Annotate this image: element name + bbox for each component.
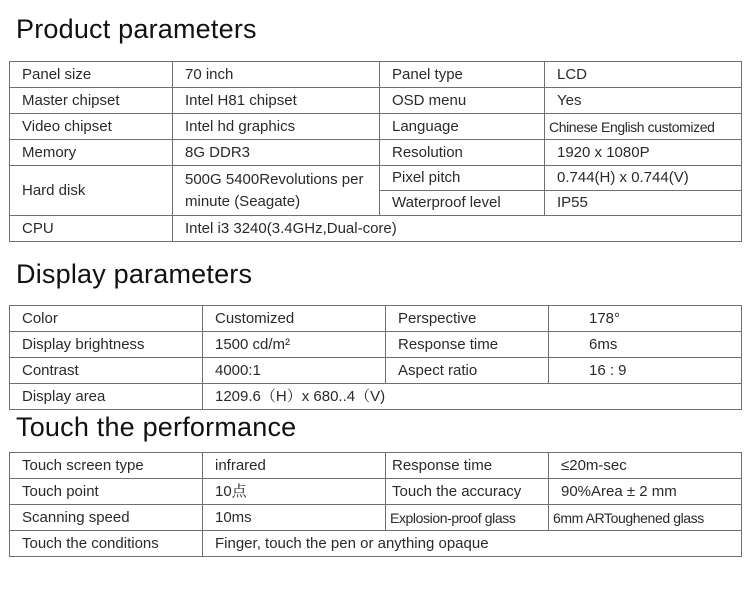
- spec-value: Intel hd graphics: [173, 114, 380, 140]
- spec-label: Language: [380, 114, 545, 140]
- spec-value: 1209.6（H）x 680..4（V): [203, 384, 742, 410]
- spec-value: ≤20m-sec: [549, 453, 742, 479]
- spec-value: 1500 cd/m²: [203, 332, 386, 358]
- spec-value: 10ms: [203, 505, 386, 531]
- spec-label: Response time: [386, 453, 549, 479]
- spec-value: infrared: [203, 453, 386, 479]
- table-row: [10, 140, 742, 166]
- table-row: [10, 453, 742, 479]
- spec-label: Color: [10, 306, 203, 332]
- table-row: [10, 88, 742, 114]
- table-row: [10, 479, 742, 505]
- spec-label: OSD menu: [380, 88, 545, 114]
- table-row: [10, 384, 742, 410]
- spec-label: Aspect ratio: [386, 358, 549, 384]
- display-parameters-heading: Display parameters: [16, 259, 253, 289]
- table-row: [10, 531, 742, 557]
- spec-value: 178°: [549, 306, 742, 332]
- spec-value: 0.744(H) x 0.744(V): [545, 166, 742, 191]
- spec-label: Touch the accuracy: [386, 479, 549, 505]
- touch-performance-table: [9, 452, 742, 557]
- spec-label: Master chipset: [10, 88, 173, 114]
- spec-value: 16 : 9: [549, 358, 742, 384]
- table-row: [10, 505, 742, 531]
- spec-value: 70 inch: [173, 62, 380, 88]
- spec-value: Yes: [545, 88, 742, 114]
- spec-value: 90%Area ± 2 mm: [549, 479, 742, 505]
- table-row: [10, 306, 742, 332]
- product-parameters-table: [9, 61, 742, 242]
- spec-label: Memory: [10, 140, 173, 166]
- spec-value: Intel i3 3240(3.4GHz,Dual-core): [173, 216, 742, 242]
- spec-value: LCD: [545, 62, 742, 88]
- spec-value: 1920 x 1080P: [545, 140, 742, 166]
- table-row: [10, 114, 742, 140]
- spec-label: Pixel pitch: [380, 166, 545, 191]
- spec-label: Panel size: [10, 62, 173, 88]
- table-row: [10, 62, 742, 88]
- spec-label: Resolution: [380, 140, 545, 166]
- spec-value: Chinese English customized: [545, 114, 742, 140]
- touch-performance-heading: Touch the performance: [16, 412, 297, 442]
- display-parameters-table: [9, 305, 742, 410]
- table-row: [10, 216, 742, 242]
- spec-value: 8G DDR3: [173, 140, 380, 166]
- spec-value: Finger, touch the pen or anything opaque: [203, 531, 742, 557]
- spec-value: IP55: [545, 191, 742, 216]
- product-parameters-heading: Product parameters: [16, 14, 257, 44]
- spec-label: Contrast: [10, 358, 203, 384]
- spec-value: 10点: [203, 479, 386, 505]
- spec-label: Panel type: [380, 62, 545, 88]
- spec-label: Hard disk: [10, 166, 173, 216]
- spec-value: 6mm ARToughened glass: [549, 505, 742, 531]
- spec-label: Touch screen type: [10, 453, 203, 479]
- table-row: [10, 332, 742, 358]
- table-row: [10, 358, 742, 384]
- spec-label: Touch the conditions: [10, 531, 203, 557]
- spec-label: Explosion-proof glass: [386, 505, 549, 531]
- spec-label: Waterproof level: [380, 191, 545, 216]
- spec-label: Display area: [10, 384, 203, 410]
- spec-value: Intel H81 chipset: [173, 88, 380, 114]
- spec-value: 4000:1: [203, 358, 386, 384]
- spec-label: CPU: [10, 216, 173, 242]
- spec-label: Scanning speed: [10, 505, 203, 531]
- spec-value: Customized: [203, 306, 386, 332]
- spec-value: 500G 5400Revolutions per minute (Seagate): [173, 166, 380, 216]
- spec-value: 6ms: [549, 332, 742, 358]
- spec-label: Response time: [386, 332, 549, 358]
- spec-label: Perspective: [386, 306, 549, 332]
- spec-label: Touch point: [10, 479, 203, 505]
- spec-label: Video chipset: [10, 114, 173, 140]
- table-row: [10, 166, 742, 191]
- spec-label: Display brightness: [10, 332, 203, 358]
